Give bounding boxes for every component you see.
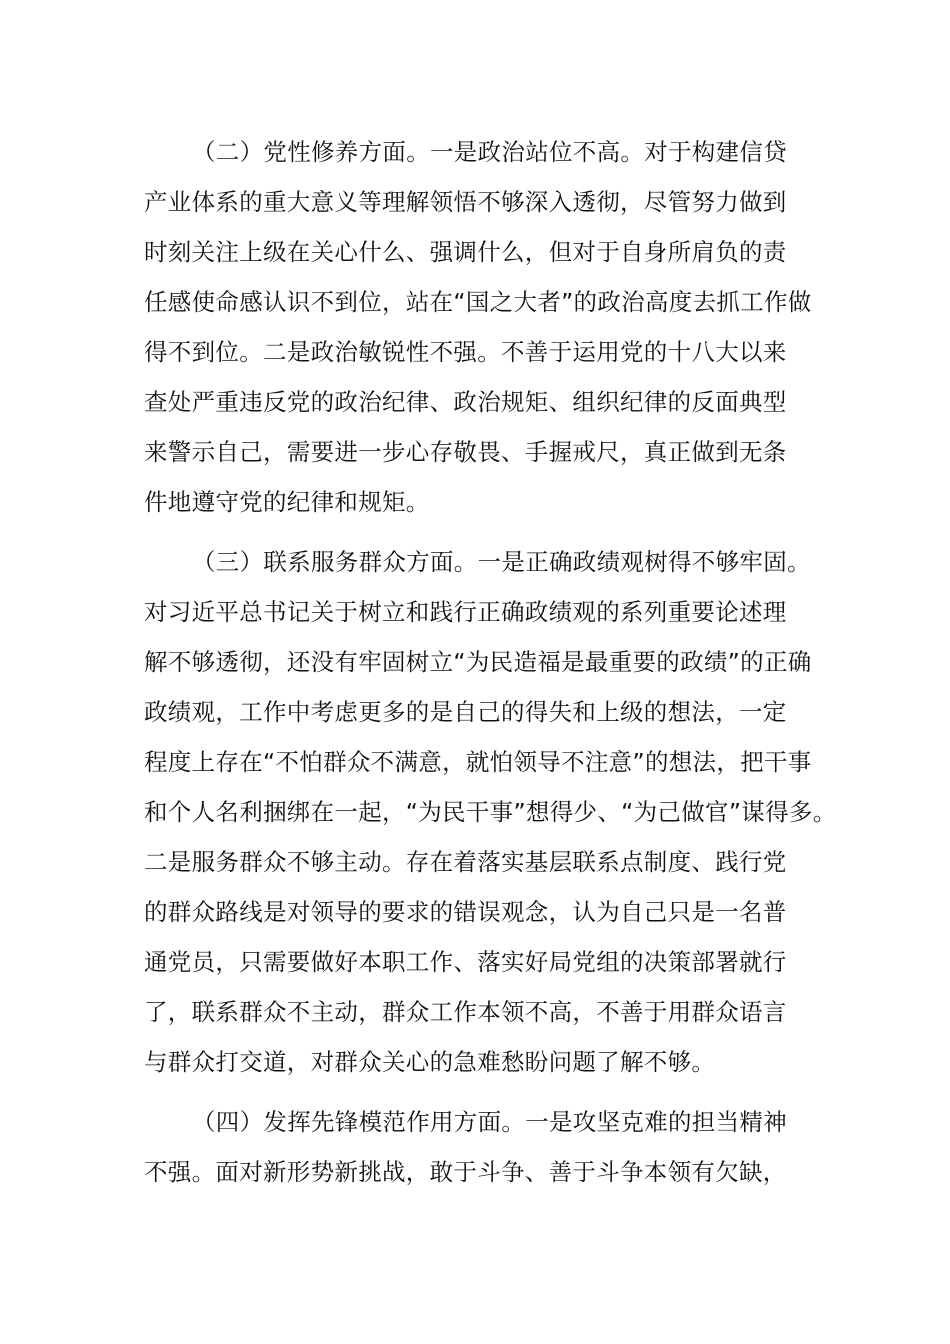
text-line: 了，联系群众不主动，群众工作本领不高，不善于用群众语言	[144, 998, 787, 1026]
paragraph-party-spirit	[144, 127, 810, 527]
text-line: 产业体系的重大意义等理解领悟不够深入透彻，尽管努力做到	[144, 188, 787, 216]
text-line: 政绩观，工作中考虑更多的是自己的得失和上级的想法，一定	[144, 698, 787, 726]
text-line: （二）党性修养方面。一是政治站位不高。对于构建信贷	[192, 138, 787, 166]
text-line: 的群众路线是对领导的要求的错误观念，认为自己只是一名普	[144, 898, 787, 926]
text-line: 通党员，只需要做好本职工作、落实好局党组的决策部署就行	[144, 948, 787, 976]
text-line: 时刻关注上级在关心什么、强调什么，但对于自身所肩负的责	[144, 238, 787, 266]
document-body	[144, 127, 837, 1207]
text-line: 得不到位。二是政治敏锐性不强。不善于运用党的十八大以来	[144, 338, 787, 366]
text-line: （四）发挥先锋模范作用方面。一是攻坚克难的担当精神	[192, 1108, 787, 1136]
paragraph-serving-masses	[144, 537, 837, 1087]
text-line: 程度上存在“不怕群众不满意，就怕领导不注意”的想法，把干事	[144, 748, 812, 776]
text-line: 不强。面对新形势新挑战，敢于斗争、善于斗争本领有欠缺，	[144, 1158, 787, 1186]
text-line: 来警示自己，需要进一步心存敬畏、手握戒尺，真正做到无条	[144, 438, 787, 466]
text-line: 和个人名利捆绑在一起，“为民干事”想得少、“为己做官”谋得多。	[144, 798, 837, 826]
text-line: （三）联系服务群众方面。一是正确政绩观树得不够牢固。	[192, 548, 811, 576]
text-line: 解不够透彻，还没有牢固树立“为民造福是最重要的政绩”的正确	[144, 648, 812, 676]
text-line: 与群众打交道，对群众关心的急难愁盼问题了解不够。	[144, 1048, 716, 1076]
text-line: 对习近平总书记关于树立和践行正确政绩观的系列重要论述理	[144, 598, 787, 626]
text-line: 查处严重违反党的政治纪律、政治规矩、组织纪律的反面典型	[144, 388, 787, 416]
text-line: 任感使命感认识不到位，站在“国之大者”的政治高度去抓工作做	[144, 288, 812, 316]
paragraph-vanguard-role	[144, 1097, 810, 1197]
text-line: 二是服务群众不够主动。存在着落实基层联系点制度、践行党	[144, 848, 787, 876]
text-line: 件地遵守党的纪律和规矩。	[144, 488, 430, 516]
